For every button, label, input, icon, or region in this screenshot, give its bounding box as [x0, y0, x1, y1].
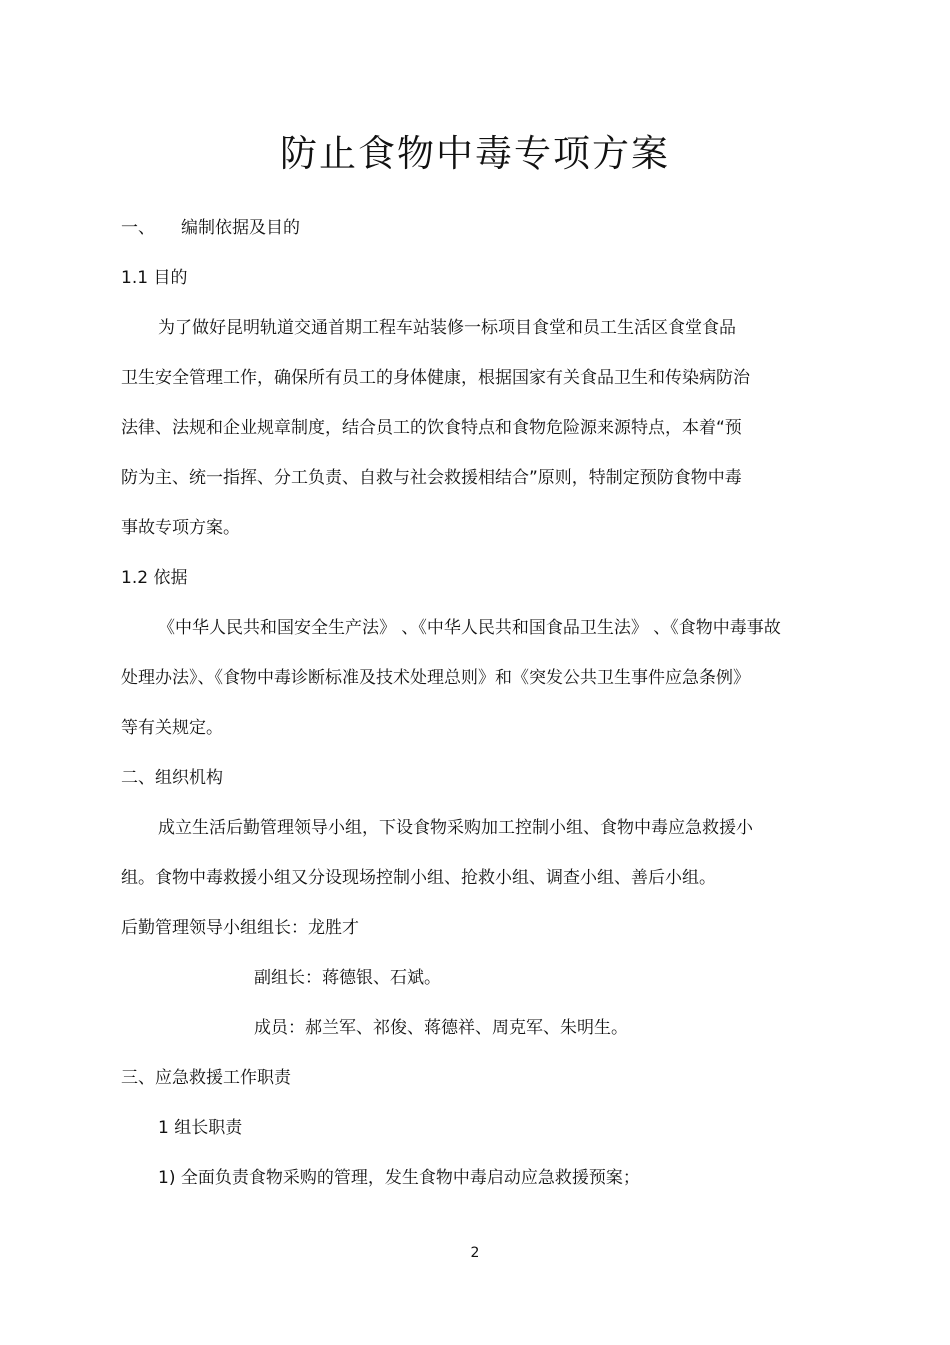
paragraph-line: 后勤管理领导小组组长：龙胜才: [121, 918, 359, 938]
paragraph-line: 卫生安全管理工作，确保所有员工的身体健康，根据国家有关食品卫生和传染病防治: [121, 368, 750, 388]
section-heading-1: [121, 215, 300, 241]
paragraph-line: 组。食物中毒救援小组又分设现场控制小组、抢救小组、调查小组、善后小组。: [121, 868, 716, 888]
paragraph-line: 成立生活后勤管理领导小组，下设食物采购加工控制小组、食物中毒应急救援小: [158, 818, 753, 838]
paragraph-line: 处理办法》、《食物中毒诊断标准及技术处理总则》和《突发公共卫生事件应急条例》: [121, 668, 750, 688]
paragraph-line: 事故专项方案。: [121, 518, 240, 538]
list-item: 1) 全面负责食物采购的管理，发生食物中毒启动应急救援预案；: [158, 1168, 640, 1188]
paragraph-line: 法律、法规和企业规章制度，结合员工的饮食特点和食物危险源来源特点，本着“预: [121, 418, 742, 438]
paragraph-line: 成员：郝兰军、祁俊、蒋德祥、周克军、朱明生。: [254, 1018, 628, 1038]
section-heading-2: 二、组织机构: [121, 768, 223, 788]
subsection-heading: 1 组长职责: [158, 1118, 243, 1138]
paragraph-line: 等有关规定。: [121, 718, 223, 738]
paragraph-line: 《中华人民共和国安全生产法》 、《中华人民共和国食品卫生法》 、《食物中毒事故: [158, 618, 781, 638]
paragraph-line: 防为主、统一指挥、分工负责、自救与社会救援相结合”原则，特制定预防食物中毒: [121, 468, 742, 488]
document-title: 防止食物中毒专项方案: [280, 132, 670, 175]
section-heading-3: 三、应急救援工作职责: [121, 1068, 291, 1088]
section-number: 一、: [121, 218, 155, 238]
section-title: 编制依据及目的: [181, 218, 300, 238]
subsection-heading: 1.2 依据: [121, 568, 188, 588]
paragraph-line: 副组长：蒋德银、石斌。: [254, 968, 441, 988]
subsection-heading: 1.1 目的: [121, 268, 188, 288]
paragraph-line: 为了做好昆明轨道交通首期工程车站装修一标项目食堂和员工生活区食堂食品: [158, 318, 736, 338]
page-number: 2: [470, 1245, 480, 1261]
